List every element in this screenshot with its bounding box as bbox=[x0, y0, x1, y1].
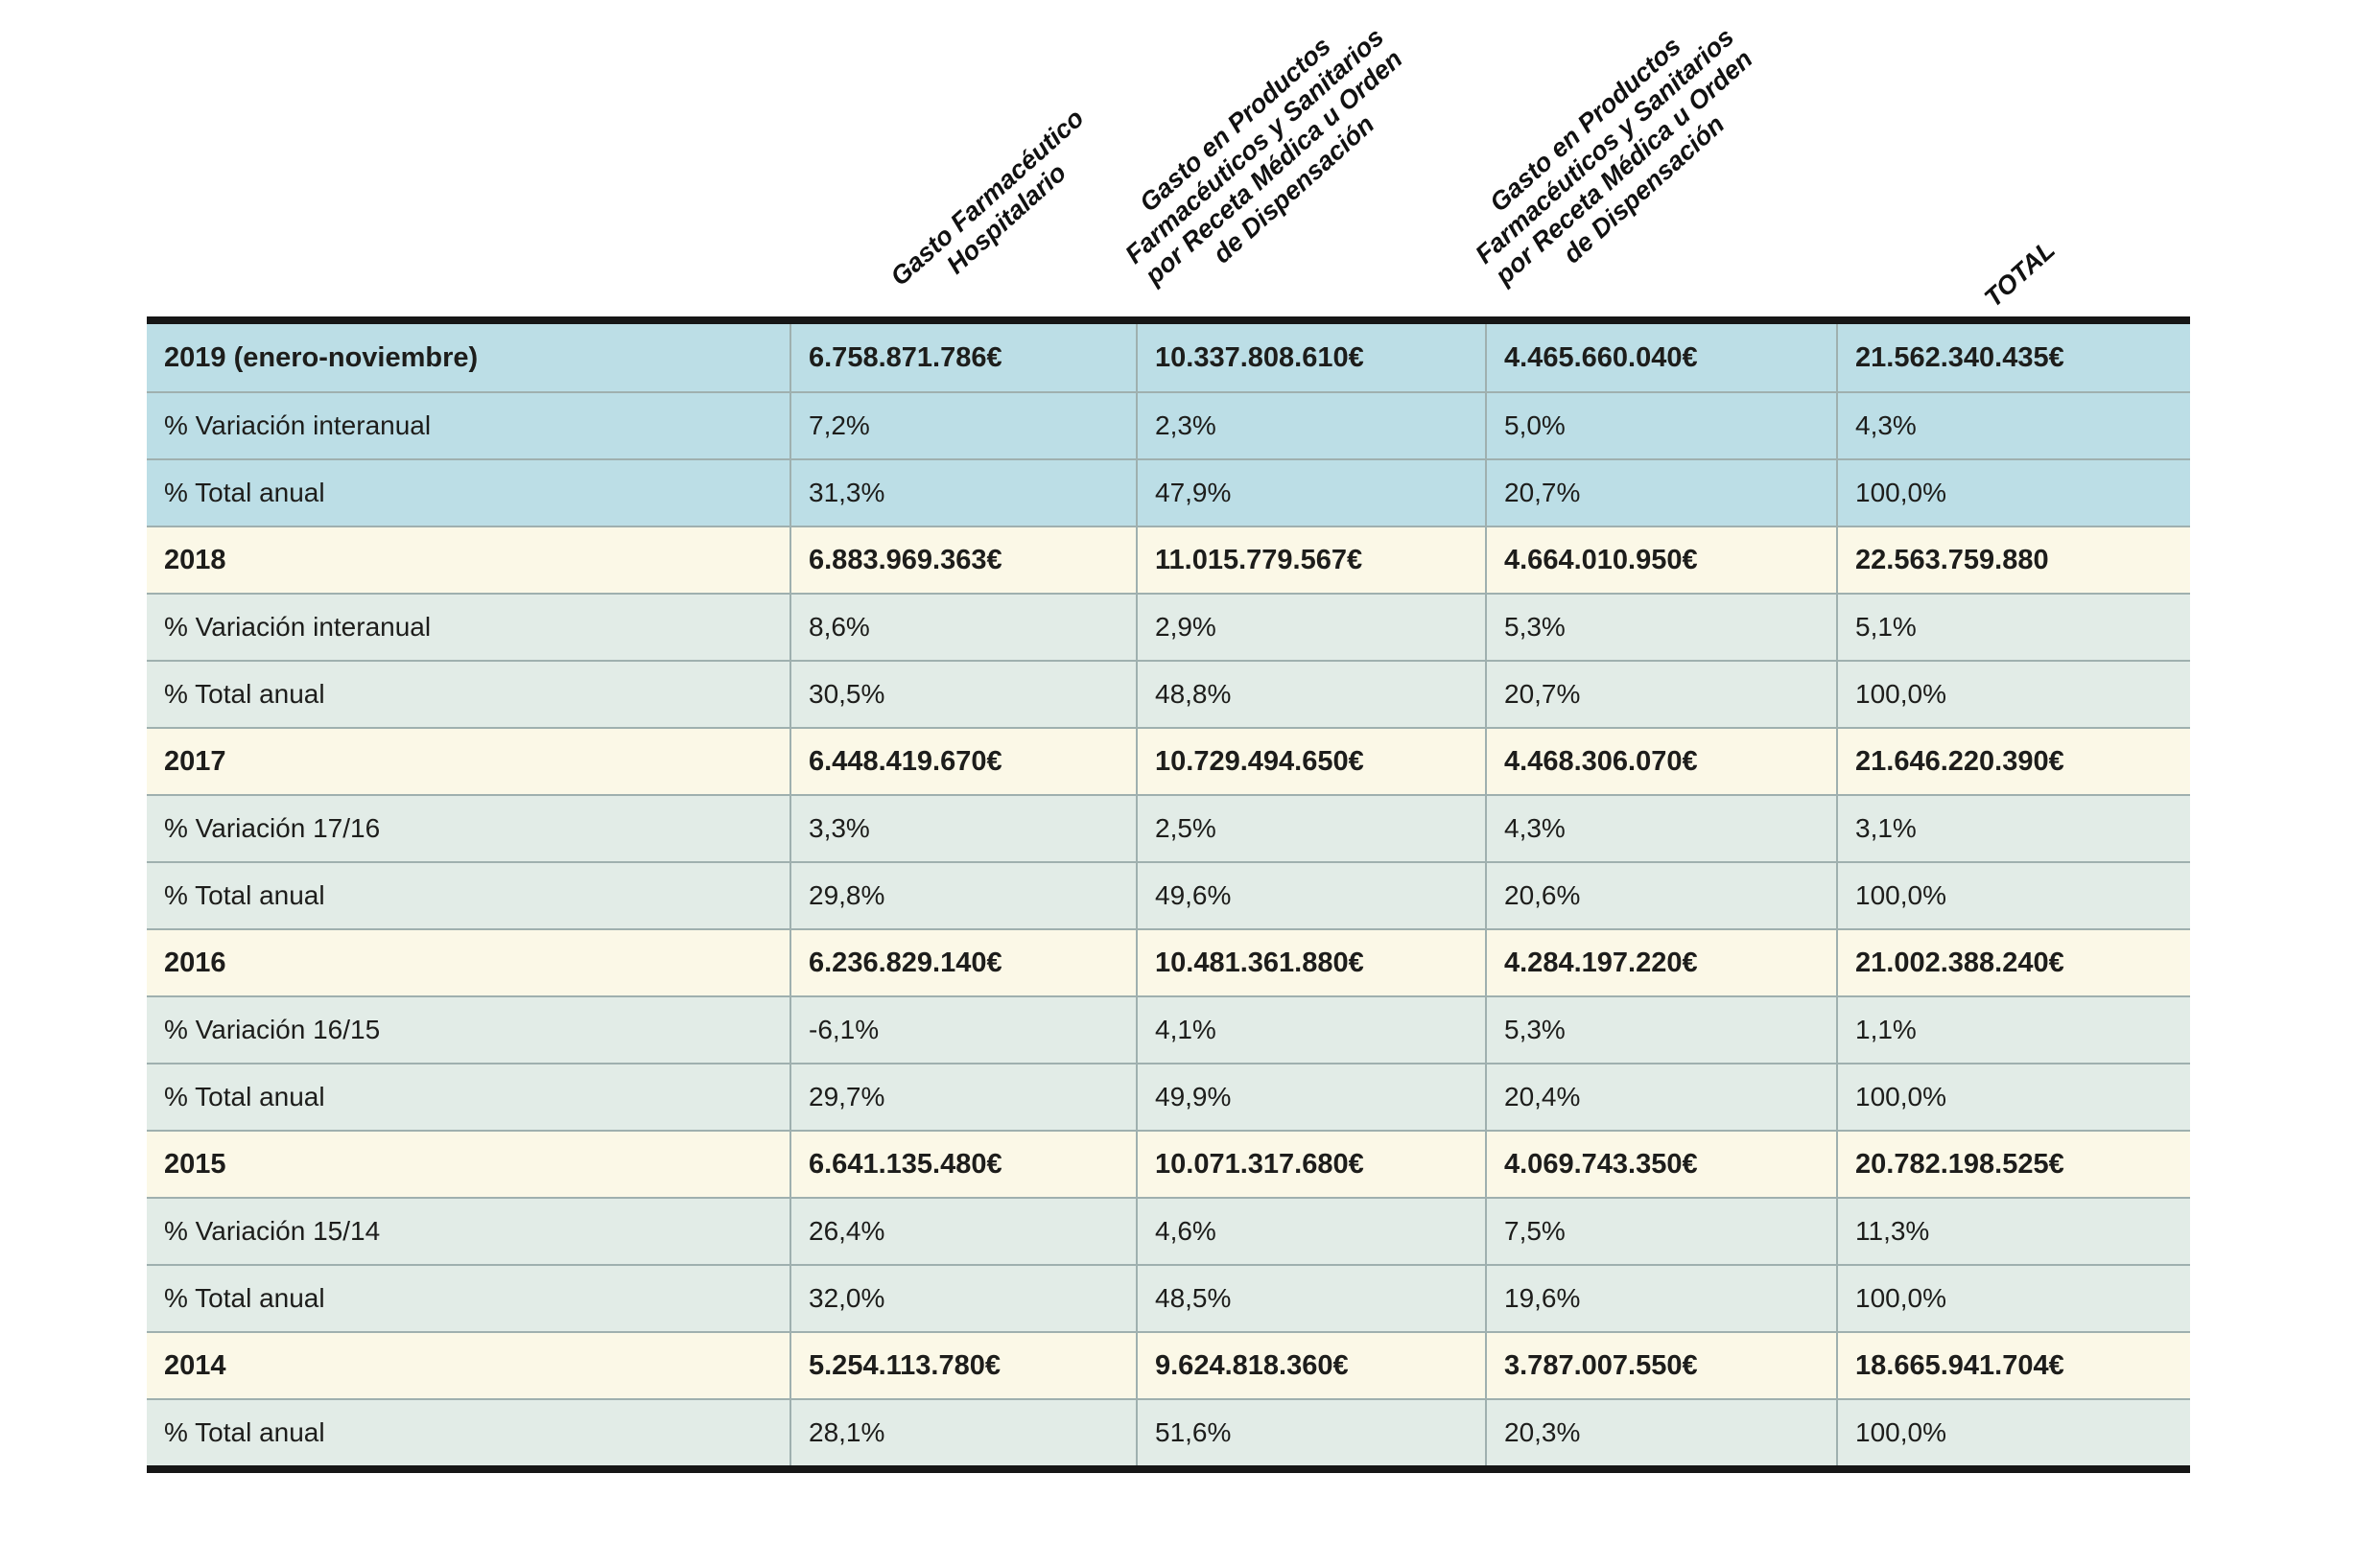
value-cell: 4.069.743.350€ bbox=[1485, 1132, 1836, 1197]
value-cell: 20,4% bbox=[1485, 1064, 1836, 1130]
value-cell: 48,8% bbox=[1136, 662, 1485, 727]
value-cell: 26,4% bbox=[789, 1199, 1136, 1264]
table-row bbox=[147, 1130, 2190, 1197]
value-cell: 49,6% bbox=[1136, 863, 1485, 928]
column-header-gasto-receta-2: Gasto en Productos Farmacéuticos y Sanitarios por Receta Médica u Orden de Dispensación bbox=[1470, 22, 1758, 291]
row-label: % Variación 15/14 bbox=[164, 1216, 381, 1246]
table-row bbox=[147, 1197, 2190, 1264]
value-cell: 100,0% bbox=[1836, 863, 2190, 928]
value-cell: 21.002.388.240€ bbox=[1836, 930, 2190, 995]
value-cell: 100,0% bbox=[1836, 1064, 2190, 1130]
row-label: 2017 bbox=[164, 745, 226, 777]
value-cell: 5,1% bbox=[1836, 595, 2190, 660]
value-cell: 22.563.759.880 bbox=[1836, 527, 2190, 593]
value-cell: 3,3% bbox=[789, 796, 1136, 861]
value-cell: 100,0% bbox=[1836, 1400, 2190, 1465]
value-cell: 6.758.871.786€ bbox=[789, 324, 1136, 391]
table-row bbox=[147, 794, 2190, 861]
value-cell: 6.448.419.670€ bbox=[789, 729, 1136, 794]
row-label: % Total anual bbox=[164, 1082, 325, 1111]
value-cell: 5.254.113.780€ bbox=[789, 1333, 1136, 1398]
value-cell: 5,3% bbox=[1485, 595, 1836, 660]
value-cell: 2,3% bbox=[1136, 393, 1485, 458]
row-label: 2019 (enero-noviembre) bbox=[164, 341, 479, 373]
value-cell: 47,9% bbox=[1136, 460, 1485, 526]
table-row bbox=[147, 660, 2190, 727]
value-cell: 6.883.969.363€ bbox=[789, 527, 1136, 593]
column-header-gasto-receta-1: Gasto en Productos Farmacéuticos y Sanitarios por Receta Médica u Orden de Dispensación bbox=[1119, 22, 1408, 291]
row-label: % Variación interanual bbox=[164, 612, 432, 642]
table-row bbox=[147, 995, 2190, 1063]
value-cell: 4.284.197.220€ bbox=[1485, 930, 1836, 995]
table-row bbox=[147, 458, 2190, 526]
row-label: 2014 bbox=[164, 1349, 226, 1381]
value-cell: 100,0% bbox=[1836, 662, 2190, 727]
value-cell: 4,3% bbox=[1836, 393, 2190, 458]
value-cell: 10.071.317.680€ bbox=[1136, 1132, 1485, 1197]
row-label: % Variación 16/15 bbox=[164, 1015, 381, 1044]
value-cell: 7,5% bbox=[1485, 1199, 1836, 1264]
value-cell: 1,1% bbox=[1836, 997, 2190, 1063]
value-cell: 11.015.779.567€ bbox=[1136, 527, 1485, 593]
value-cell: 3,1% bbox=[1836, 796, 2190, 861]
table-row bbox=[147, 391, 2190, 458]
row-label: % Total anual bbox=[164, 478, 325, 507]
value-cell: 10.729.494.650€ bbox=[1136, 729, 1485, 794]
column-header-total: TOTAL bbox=[1978, 234, 2061, 313]
row-label: % Total anual bbox=[164, 1417, 325, 1447]
value-cell: 5,0% bbox=[1485, 393, 1836, 458]
column-headers-area bbox=[147, 0, 2190, 316]
table-row bbox=[147, 1331, 2190, 1398]
table-row bbox=[147, 727, 2190, 794]
value-cell: 4.465.660.040€ bbox=[1485, 324, 1836, 391]
value-cell: 29,8% bbox=[789, 863, 1136, 928]
row-label: % Total anual bbox=[164, 679, 325, 709]
value-cell: 100,0% bbox=[1836, 1266, 2190, 1331]
table-row bbox=[147, 1398, 2190, 1465]
value-cell: 11,3% bbox=[1836, 1199, 2190, 1264]
value-cell: 6.641.135.480€ bbox=[789, 1132, 1136, 1197]
value-cell: 28,1% bbox=[789, 1400, 1136, 1465]
value-cell: 5,3% bbox=[1485, 997, 1836, 1063]
row-label: % Total anual bbox=[164, 880, 325, 910]
value-cell: 4,6% bbox=[1136, 1199, 1485, 1264]
value-cell: 9.624.818.360€ bbox=[1136, 1333, 1485, 1398]
value-cell: 20,3% bbox=[1485, 1400, 1836, 1465]
value-cell: 32,0% bbox=[789, 1266, 1136, 1331]
value-cell: 2,5% bbox=[1136, 796, 1485, 861]
value-cell: 2,9% bbox=[1136, 595, 1485, 660]
value-cell: 20,7% bbox=[1485, 460, 1836, 526]
value-cell: 10.481.361.880€ bbox=[1136, 930, 1485, 995]
expense-table bbox=[147, 316, 2190, 1473]
value-cell: 20.782.198.525€ bbox=[1836, 1132, 2190, 1197]
table-row bbox=[147, 1063, 2190, 1130]
value-cell: 6.236.829.140€ bbox=[789, 930, 1136, 995]
row-label: 2016 bbox=[164, 947, 226, 978]
table-row bbox=[147, 928, 2190, 995]
value-cell: 19,6% bbox=[1485, 1266, 1836, 1331]
value-cell: 21.562.340.435€ bbox=[1836, 324, 2190, 391]
row-label: % Total anual bbox=[164, 1283, 325, 1313]
table-row bbox=[147, 324, 2190, 391]
value-cell: 8,6% bbox=[789, 595, 1136, 660]
value-cell: 49,9% bbox=[1136, 1064, 1485, 1130]
value-cell: 51,6% bbox=[1136, 1400, 1485, 1465]
value-cell: -6,1% bbox=[789, 997, 1136, 1063]
row-label: 2018 bbox=[164, 544, 226, 575]
value-cell: 4.468.306.070€ bbox=[1485, 729, 1836, 794]
value-cell: 4,1% bbox=[1136, 997, 1485, 1063]
value-cell: 18.665.941.704€ bbox=[1836, 1333, 2190, 1398]
table-row bbox=[147, 526, 2190, 593]
value-cell: 29,7% bbox=[789, 1064, 1136, 1130]
value-cell: 20,6% bbox=[1485, 863, 1836, 928]
value-cell: 20,7% bbox=[1485, 662, 1836, 727]
value-cell: 4,3% bbox=[1485, 796, 1836, 861]
value-cell: 4.664.010.950€ bbox=[1485, 527, 1836, 593]
expense-table-body bbox=[147, 324, 2190, 1465]
value-cell: 21.646.220.390€ bbox=[1836, 729, 2190, 794]
value-cell: 30,5% bbox=[789, 662, 1136, 727]
value-cell: 3.787.007.550€ bbox=[1485, 1333, 1836, 1398]
table-row bbox=[147, 593, 2190, 660]
row-label: 2015 bbox=[164, 1148, 226, 1180]
table-row bbox=[147, 861, 2190, 928]
value-cell: 7,2% bbox=[789, 393, 1136, 458]
value-cell: 31,3% bbox=[789, 460, 1136, 526]
row-label: % Variación 17/16 bbox=[164, 813, 381, 843]
value-cell: 100,0% bbox=[1836, 460, 2190, 526]
row-label: % Variación interanual bbox=[164, 410, 432, 440]
value-cell: 10.337.808.610€ bbox=[1136, 324, 1485, 391]
value-cell: 48,5% bbox=[1136, 1266, 1485, 1331]
table-row bbox=[147, 1264, 2190, 1331]
column-header-gasto-hospitalario: Gasto Farmacéutico Hospitalario bbox=[884, 103, 1090, 292]
